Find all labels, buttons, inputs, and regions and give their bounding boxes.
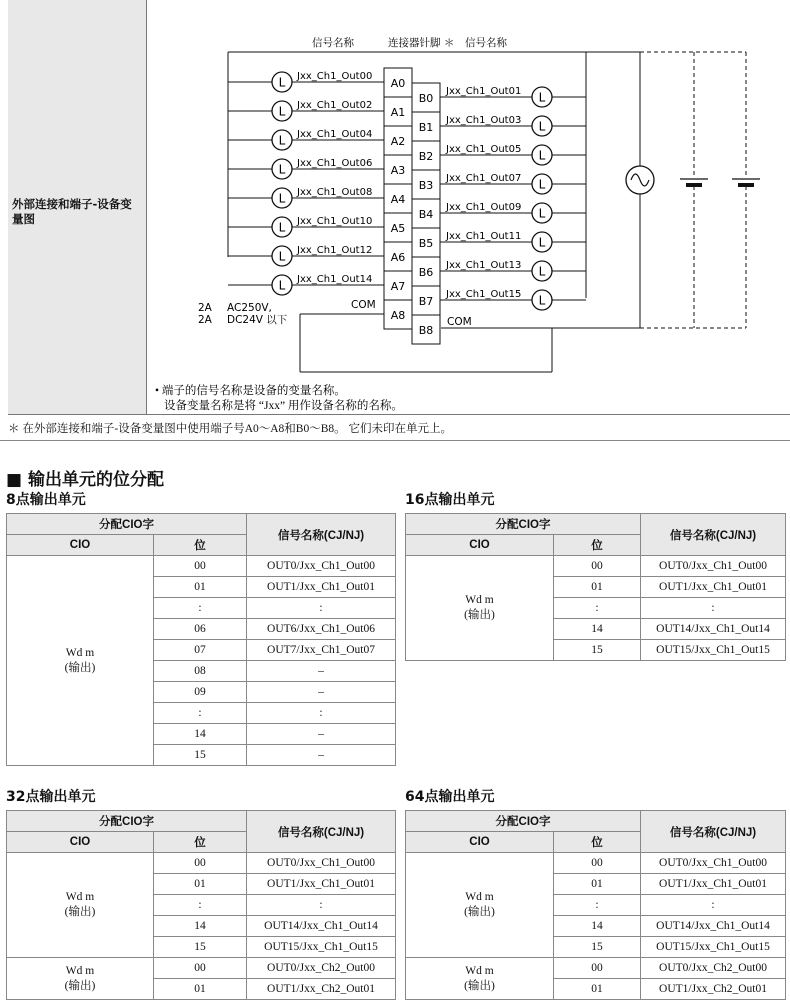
com-label-right: COM: [447, 316, 472, 328]
word-cell: [406, 958, 554, 1000]
word-sublabel: (输出): [464, 906, 495, 918]
signal-cell: OUT7/Jxx_Ch1_Out07: [247, 640, 396, 661]
pin-label-right: B0: [418, 92, 434, 105]
bit-cell: :: [154, 895, 247, 916]
header-connector: 连接器针脚 ＊: [388, 37, 455, 49]
load-symbol: L: [278, 104, 286, 119]
note-line-2: 设备变量名称是将 “Jxx” 用作设备名称的名称。: [164, 400, 403, 412]
rating-ac: AC250V,: [227, 302, 272, 314]
th-cio: CIO: [406, 832, 554, 853]
th-signal: 信号名称(CJ/NJ): [641, 811, 786, 853]
table-64-title: 64点输出单元: [405, 789, 495, 805]
table-32-title: 32点输出单元: [6, 789, 96, 805]
bit-cell: 07: [154, 640, 247, 661]
word-label: Wd m: [465, 964, 494, 977]
signal-cell: –: [247, 682, 396, 703]
signal-cell: OUT15/Jxx_Ch1_Out15: [641, 640, 786, 661]
bit-cell: 00: [154, 853, 247, 874]
signal-cell: OUT1/Jxx_Ch1_Out01: [641, 577, 786, 598]
load-symbol: L: [538, 119, 546, 134]
pin-label-left: A1: [390, 106, 406, 119]
dc-source-icon-1: [680, 179, 708, 187]
th-bit: 位: [154, 535, 247, 556]
pin-label-left: A2: [390, 135, 406, 148]
load-symbol: L: [538, 235, 546, 250]
load-symbol: L: [278, 278, 286, 293]
signal-cell: OUT15/Jxx_Ch1_Out15: [641, 937, 786, 958]
bit-cell: 14: [154, 916, 247, 937]
signal-cell: OUT0/Jxx_Ch1_Out00: [247, 853, 396, 874]
signal-right: Jxx_Ch1_Out11: [446, 231, 522, 242]
pin-label-left: A0: [390, 77, 406, 90]
signal-cell: OUT0/Jxx_Ch1_Out00: [641, 853, 786, 874]
th-cio: CIO: [7, 535, 154, 556]
bit-cell: 15: [554, 640, 641, 661]
th-bit: 位: [554, 832, 641, 853]
signal-left: Jxx_Ch1_Out00: [297, 71, 373, 82]
pin-label-right: B1: [418, 121, 434, 134]
signal-cell: OUT1/Jxx_Ch1_Out01: [641, 874, 786, 895]
load-symbol: L: [538, 177, 546, 192]
bit-cell: 00: [154, 958, 247, 979]
pin-label-right: B5: [418, 237, 434, 250]
table-32-point: [6, 810, 396, 1000]
bit-cell: 00: [554, 556, 641, 577]
bit-cell: 00: [554, 958, 641, 979]
signal-right: Jxx_Ch1_Out05: [446, 144, 522, 155]
rating-dc: DC24V 以下: [227, 314, 288, 326]
signal-left: Jxx_Ch1_Out06: [297, 158, 373, 169]
com-label-left: COM: [351, 299, 376, 311]
rating-current-2: 2A: [198, 314, 212, 326]
signal-cell: :: [641, 598, 786, 619]
bit-cell: 15: [154, 745, 247, 766]
bit-cell: :: [554, 895, 641, 916]
bit-cell: :: [154, 598, 247, 619]
bit-cell: 08: [154, 661, 247, 682]
rating-current-1: 2A: [198, 302, 212, 314]
signal-left: Jxx_Ch1_Out12: [297, 245, 373, 256]
table-8-point: [6, 513, 396, 766]
load-symbol: L: [538, 206, 546, 221]
signal-right: Jxx_Ch1_Out09: [446, 202, 522, 213]
bit-cell: :: [554, 598, 641, 619]
header-signal-right: 信号名称: [465, 37, 507, 49]
pin-label-right: B4: [418, 208, 434, 221]
signal-cell: :: [247, 895, 396, 916]
signal-left: Jxx_Ch1_Out02: [297, 100, 373, 111]
header-signal-left: 信号名称: [312, 37, 354, 49]
table-32-body: [7, 853, 396, 1000]
word-sublabel: (输出): [464, 609, 495, 621]
wiring-diagram: [0, 0, 790, 440]
signal-cell: OUT15/Jxx_Ch1_Out15: [247, 937, 396, 958]
bit-cell: 01: [554, 979, 641, 1000]
bit-cell: 14: [554, 619, 641, 640]
word-label: Wd m: [465, 594, 494, 606]
table-row: [406, 556, 786, 577]
bit-cell: 06: [154, 619, 247, 640]
signal-cell: OUT14/Jxx_Ch1_Out14: [641, 916, 786, 937]
signal-cell: OUT1/Jxx_Ch2_Out01: [641, 979, 786, 1000]
table-row: [7, 556, 396, 577]
signal-left: Jxx_Ch1_Out08: [297, 187, 373, 198]
word-label: Wd m: [465, 891, 494, 903]
table-64-body: [406, 853, 786, 1000]
table-8-title: 8点输出单元: [6, 492, 86, 508]
load-symbol: L: [278, 162, 286, 177]
footnote: ＊ 在外部连接和端子-设备变量图中使用端子号A0～A8和B0～B8。 它们未印在单元上。: [8, 423, 453, 435]
pin-label-right: B7: [418, 295, 434, 308]
signal-cell: OUT1/Jxx_Ch1_Out01: [247, 874, 396, 895]
th-assign: 分配CIO字: [406, 514, 641, 535]
word-sublabel: (输出): [464, 979, 495, 992]
table-16-body: [406, 556, 786, 661]
pin-label-right: B6: [418, 266, 434, 279]
signal-cell: OUT6/Jxx_Ch1_Out06: [247, 619, 396, 640]
load-symbol: L: [278, 220, 286, 235]
th-bit: 位: [554, 535, 641, 556]
table-16-point: [405, 513, 786, 661]
bit-cell: 00: [154, 556, 247, 577]
signal-cell: –: [247, 745, 396, 766]
bit-cell: 01: [154, 577, 247, 598]
word-cell: [406, 556, 554, 661]
bit-cell: 00: [554, 853, 641, 874]
signal-right: Jxx_Ch1_Out01: [446, 86, 522, 97]
signal-cell: :: [247, 703, 396, 724]
pin-label-left: A3: [390, 164, 406, 177]
th-assign: 分配CIO字: [406, 811, 641, 832]
signal-left: Jxx_Ch1_Out04: [297, 129, 373, 140]
pin-label-right: B2: [418, 150, 434, 163]
signal-cell: OUT14/Jxx_Ch1_Out14: [641, 619, 786, 640]
word-label: Wd m: [65, 891, 95, 903]
th-assign: 分配CIO字: [7, 514, 247, 535]
word-label: Wd m: [65, 646, 95, 659]
load-symbol: L: [278, 133, 286, 148]
signal-cell: OUT0/Jxx_Ch1_Out00: [247, 556, 396, 577]
pin-label-left: A7: [390, 280, 406, 293]
signal-cell: OUT0/Jxx_Ch2_Out00: [247, 958, 396, 979]
signal-cell: OUT0/Jxx_Ch2_Out00: [641, 958, 786, 979]
th-signal: 信号名称(CJ/NJ): [247, 811, 396, 853]
bit-cell: 01: [554, 577, 641, 598]
bit-cell: 15: [554, 937, 641, 958]
signal-right: Jxx_Ch1_Out07: [446, 173, 522, 184]
bit-cell: 09: [154, 682, 247, 703]
th-signal: 信号名称(CJ/NJ): [641, 514, 786, 556]
word-sublabel: (输出): [64, 906, 96, 918]
load-symbol: L: [278, 249, 286, 264]
bit-cell: 01: [554, 874, 641, 895]
table-16-title: 16点输出单元: [405, 492, 495, 508]
load-symbol: L: [278, 191, 286, 206]
table-row: [7, 853, 396, 874]
signal-left: Jxx_Ch1_Out14: [297, 274, 373, 285]
dc-source-icon-2: [732, 179, 760, 187]
signal-right: Jxx_Ch1_Out03: [446, 115, 522, 126]
bit-cell: :: [154, 703, 247, 724]
table-64-point: [405, 810, 786, 1000]
signal-right: Jxx_Ch1_Out13: [446, 260, 522, 271]
signal-cell: –: [247, 661, 396, 682]
th-cio: CIO: [406, 535, 554, 556]
word-cell: [406, 853, 554, 958]
table-row: [7, 958, 396, 979]
bit-cell: 14: [154, 724, 247, 745]
pin-label-left: A5: [390, 222, 406, 235]
word-label: Wd m: [65, 964, 95, 977]
signal-cell: OUT0/Jxx_Ch1_Out00: [641, 556, 786, 577]
word-sublabel: (输出): [64, 979, 96, 992]
load-symbol: L: [538, 148, 546, 163]
pin-label-right: B3: [418, 179, 434, 192]
table-8-body: [7, 556, 396, 766]
th-cio: CIO: [7, 832, 154, 853]
signal-cell: –: [247, 724, 396, 745]
signal-left: Jxx_Ch1_Out10: [297, 216, 373, 227]
load-symbol: L: [278, 75, 286, 90]
signal-cell: :: [641, 895, 786, 916]
th-bit: 位: [154, 832, 247, 853]
signal-right: Jxx_Ch1_Out15: [446, 289, 522, 300]
pin-label-left: A6: [390, 251, 406, 264]
signal-cell: OUT1/Jxx_Ch2_Out01: [247, 979, 396, 1000]
th-assign: 分配CIO字: [7, 811, 247, 832]
signal-cell: OUT14/Jxx_Ch1_Out14: [247, 916, 396, 937]
section-title: ■ 输出单元的位分配: [6, 470, 164, 490]
word-cell: [7, 853, 154, 958]
load-symbol: L: [538, 293, 546, 308]
bit-cell: 15: [154, 937, 247, 958]
table-row: [406, 958, 786, 979]
pin-label-left: A8: [390, 309, 406, 322]
footnote-divider: [0, 440, 790, 441]
word-sublabel: (输出): [64, 661, 96, 674]
load-symbol: L: [538, 264, 546, 279]
bit-cell: 01: [154, 874, 247, 895]
bit-cell: 14: [554, 916, 641, 937]
pin-label-right: B8: [418, 324, 434, 337]
signal-cell: OUT1/Jxx_Ch1_Out01: [247, 577, 396, 598]
load-symbol: L: [538, 90, 546, 105]
bit-cell: 01: [154, 979, 247, 1000]
word-cell: [7, 958, 154, 1000]
note-line-1: • 端子的信号名称是设备的变量名称。: [155, 385, 346, 397]
word-cell: [7, 556, 154, 766]
th-signal: 信号名称(CJ/NJ): [247, 514, 396, 556]
table-row: [406, 853, 786, 874]
pin-label-left: A4: [390, 193, 406, 206]
signal-cell: :: [247, 598, 396, 619]
wiring-row-label: 外部连接和端子-设备变量图: [12, 197, 132, 226]
